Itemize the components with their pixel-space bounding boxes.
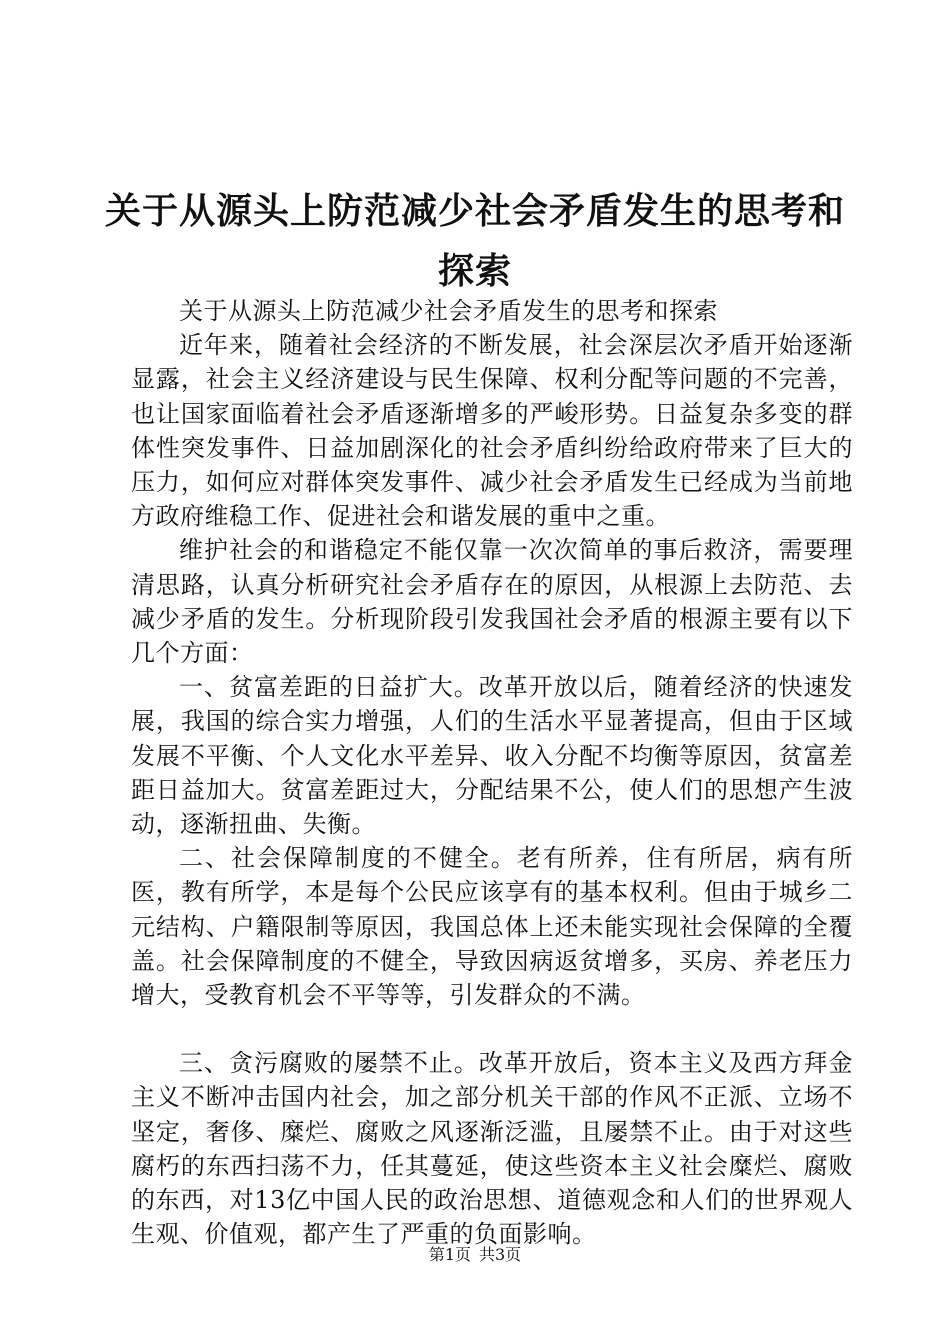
paragraph-intro: 近年来，随着社会经济的不断发展，社会深层次矛盾开始逐渐显露，社会主义经济建设与民生保障、权利分配等问题的不完善，也让国家面临着社会矛盾逐渐增多的严峻形势。日益复杂多变的群体性突发事件、日益加剧深化的社会矛盾纠纷给政府带来了巨大的压力，如何应对群体突发事件、减少社会矛盾发生已经成为当前地方政府维稳工作、促进社会和谐发展的重中之重。	[131, 331, 853, 531]
paragraph-overview: 维护社会的和谐稳定不能仅靠一次次简单的事后救济，需要理清思路，认真分析研究社会矛盾存在的原因，从根源上去防范、去减少矛盾的发生。分析现阶段引发我国社会矛盾的根源主要有以下几个方面：	[131, 536, 853, 668]
paragraph-point-one: 一、贫富差距的日益扩大。改革开放以后，随着经济的快速发展，我国的综合实力增强，人们的生活水平显著提高，但由于区域发展不平衡、个人文化水平差异、收入分配不均衡等原因，贫富差距日益加大。贫富差距过大，分配结果不公，使人们的思想产生波动，逐渐扭曲、失衡。	[131, 673, 853, 839]
paragraph-point-three: 三、贪污腐败的屡禁不止。改革开放后，资本主义及西方拜金主义不断冲击国内社会，加之部分机关干部的作风不正派、立场不坚定，奢侈、糜烂、腐败之风逐渐泛滥，且屡禁不止。由于对这些腐朽的东西扫荡不力，任其蔓延，使这些资本主义社会糜烂、腐败的东西，对13亿中国人民的政治思想、道德观念和人们的世界观人生观、价值观，都产生了严重的负面影响。	[131, 1049, 853, 1249]
page-number: 第1页	[428, 1245, 471, 1264]
document-body	[131, 294, 853, 1251]
paragraph-point-two: 二、社会保障制度的不健全。老有所养，住有所居，病有所医，教有所学，本是每个公民应该享有的基本权利。但由于城乡二元结构、户籍限制等原因，我国总体上还未能实现社会保障的全覆盖。社会保障制度的不健全，导致因病返贫增多，买房、养老压力增大，受教育机会不平等等，引发群众的不满。	[131, 844, 853, 1010]
page-total: 共3页	[479, 1245, 522, 1264]
page-footer	[0, 1244, 950, 1266]
document-title: 关于从源头上防范减少社会矛盾发生的思考和探索	[104, 191, 845, 293]
paragraph-subtitle: 关于从源头上防范减少社会矛盾发生的思考和探索	[179, 297, 718, 325]
